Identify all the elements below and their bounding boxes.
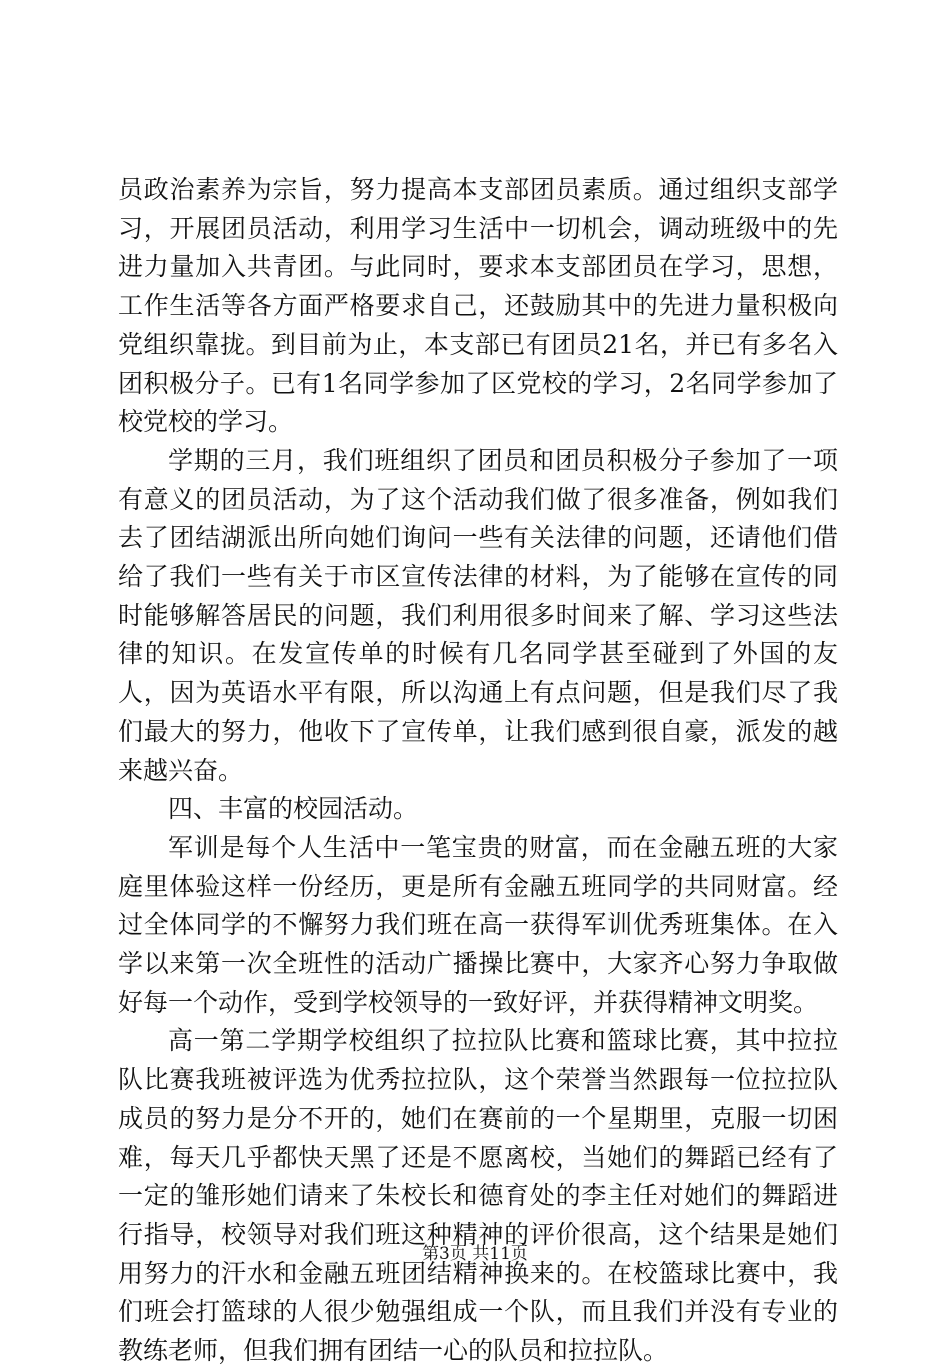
paragraph: 员政治素养为宗旨，努力提高本支部团员素质。通过组织支部学习，开展团员活动，利用学习生活中一切机会，调动班级中的先进力量加入共青团。与此同时，要求本支部团员在学习，思想，工作生活等各方面严格要求自己，还鼓励其中的先进力量积极向党组织靠拢。到目前为止，本支部已有团员21名，并已有多名入团积极分子。已有1名同学参加了区党校的学习，2名同学参加了校党校的学习。 [118, 175, 838, 437]
paragraph: 军训是每个人生活中一笔宝贵的财富，而在金融五班的大家庭里体验这样一份经历，更是所有金融五班同学的共同财富。经过全体同学的不懈努力我们班在高一获得军训优秀班集体。在入学以来第一次全班性的活动广播操比赛中，大家齐心努力争取做好每一个动作，受到学校领导的一致好评，并获得精神文明奖。 [118, 832, 838, 1017]
page-footer [0, 1243, 950, 1265]
document-body [118, 171, 838, 1371]
paragraph: 高一第二学期学校组织了拉拉队比赛和篮球比赛，其中拉拉队比赛我班被评选为优秀拉拉队，这个荣誉当然跟每一位拉拉队成员的努力是分不开的，她们在赛前的一个星期里，克服一切困难，每天几乎都快天黑了还是不愿离校，当她们的舞蹈已经有了一定的雏形她们请来了朱校长和德育处的李主任对她们的舞蹈进行指导，校领导对我们班这种精神的评价很高，这个结果是她们用努力的汗水和金融五班团结精神换来的。在校篮球比赛中，我们班会打篮球的人很少勉强组成一个队，而且我们并没有专业的教练老师，但我们拥有团结一心的队员和拉拉队。 [118, 1026, 838, 1366]
paragraph: 学期的三月，我们班组织了团员和团员积极分子参加了一项有意义的团员活动，为了这个活动我们做了很多准备，例如我们去了团结湖派出所向她们询问一些有关法律的问题，还请他们借给了我们一些有关于市区宣传法律的材料，为了能够在宣传的同时能够解答居民的问题，我们利用很多时间来了解、学习这些法律的知识。在发宣传单的时候有几名同学甚至碰到了外国的友人，因为英语水平有限，所以沟通上有点问题，但是我们尽了我们最大的努力，他收下了宣传单，让我们感到很自豪，派发的越来越兴奋。 [118, 445, 838, 785]
page-total: 共11页 [472, 1244, 528, 1264]
page-number: 第3页 [422, 1244, 467, 1264]
section-heading: 四、丰富的校园活动。 [168, 794, 419, 824]
